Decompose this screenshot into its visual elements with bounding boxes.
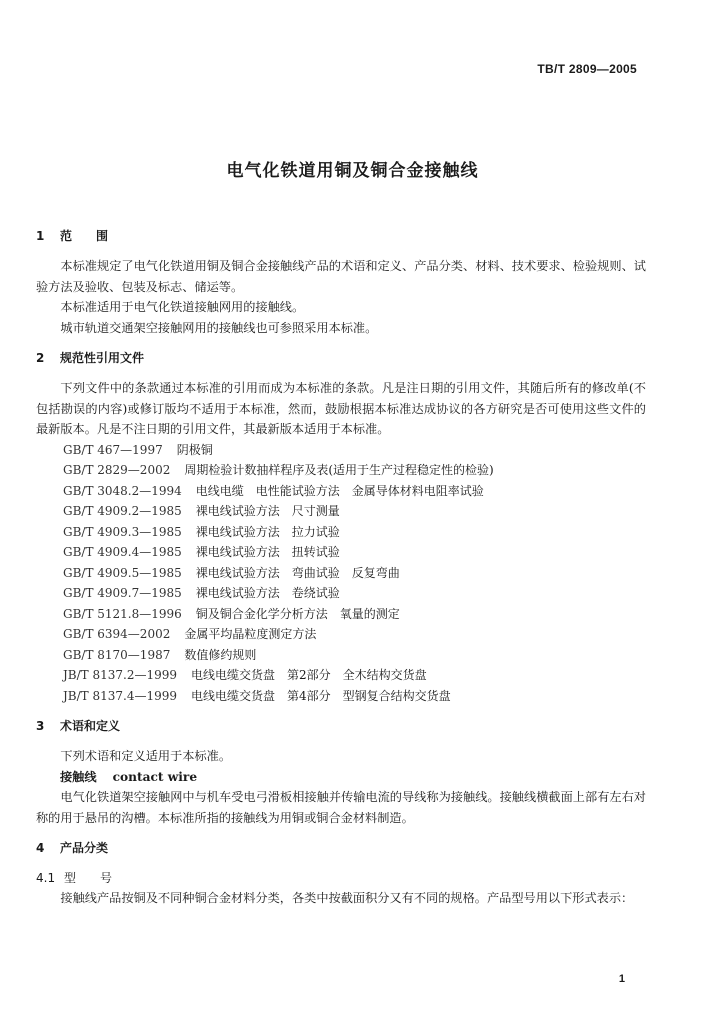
paragraph: 下列术语和定义适用于本标准。 (60, 749, 232, 763)
section-3-heading (36, 716, 646, 736)
paragraph: 本标准适用于电气化铁道接触网用的接触线。 (60, 300, 305, 314)
reference-title: 裸电线试验方法 卷绕试验 (195, 586, 340, 600)
section-title: 范 围 (60, 229, 109, 243)
reference-item (36, 563, 646, 584)
paragraph: 下列文件中的条款通过本标准的引用而成为本标准的条款。凡是注日期的引用文件，其随后所有的修改单(不包括勘误的内容)或修订版均不适用于本标准，然而，鼓励根据本标准达成协议的各方研究是否可使用这些文件的最新版本。凡是不注日期的引用文件，其最新版本适用于本标准。 (36, 381, 646, 436)
reference-title: 金属平均晶粒度测定方法 (184, 627, 317, 641)
reference-code: GB/T 3048.2—1994 (63, 483, 182, 498)
reference-title: 电线电缆交货盘 第4部分 型钢复合结构交货盘 (191, 688, 451, 703)
term-entry (36, 767, 646, 788)
reference-code: GB/T 8170—1987 (63, 647, 171, 662)
reference-code: GB/T 2829—2002 (63, 463, 171, 477)
section-number: 4 (36, 841, 45, 855)
section-2-heading (36, 348, 646, 368)
standard-code: TB/T 2809—2005 (537, 62, 637, 76)
reference-item (36, 645, 646, 666)
subsection-4-1-heading (36, 868, 646, 888)
reference-item (36, 604, 646, 625)
reference-item (36, 686, 646, 707)
reference-code: GB/T 4909.4—1985 (63, 545, 182, 559)
document-body (36, 226, 646, 909)
reference-code: GB/T 4909.7—1985 (63, 586, 182, 600)
reference-code: GB/T 6394—2002 (63, 627, 171, 641)
reference-item (36, 522, 646, 543)
section-number: 3 (36, 719, 45, 733)
reference-title: 数值修约规则 (184, 647, 257, 662)
reference-item (36, 440, 646, 461)
reference-title: 电线电缆 电性能试验方法 金属导体材料电阻率试验 (195, 483, 484, 498)
reference-title: 阴极铜 (176, 442, 213, 457)
reference-item (36, 624, 646, 645)
section-number: 2 (36, 351, 45, 365)
reference-item (36, 501, 646, 522)
document-title: 电气化铁道用铜及铜合金接触线 (226, 161, 479, 181)
reference-item (36, 460, 646, 481)
reference-list (36, 440, 646, 707)
section-1-heading (36, 226, 646, 246)
subsection-number: 4.1 (36, 871, 56, 885)
subsection-title: 型 号 (64, 871, 113, 885)
term-chinese: 接触线 (60, 769, 97, 784)
reference-title: 铜及铜合金化学分析方法 氧量的测定 (195, 606, 400, 621)
reference-item (36, 481, 646, 502)
reference-code: GB/T 4909.3—1985 (63, 524, 182, 539)
section-number: 1 (36, 229, 45, 243)
page-number: 1 (618, 973, 625, 985)
reference-code: JB/T 8137.2—1999 (63, 668, 178, 682)
reference-title: 裸电线试验方法 尺寸测量 (195, 504, 340, 518)
reference-title: 电线电缆交货盘 第2部分 全木结构交货盘 (191, 668, 427, 682)
reference-title: 裸电线试验方法 扭转试验 (195, 545, 340, 559)
term-definition: 电气化铁道架空接触网中与机车受电弓滑板相接触并传输电流的导线称为接触线。接触线横截面上部有左右对称的用于悬吊的沟槽。本标准所指的接触线为用铜或铜合金材料制造。 (36, 790, 646, 825)
reference-item (36, 583, 646, 604)
reference-title: 裸电线试验方法 弯曲试验 反复弯曲 (195, 565, 400, 580)
paragraph: 本标准规定了电气化铁道用铜及铜合金接触线产品的术语和定义、产品分类、材料、技术要求、检验规则、试验方法及验收、包装及标志、储运等。 (36, 259, 646, 294)
section-title: 产品分类 (60, 841, 109, 855)
reference-code: GB/T 4909.5—1985 (63, 565, 182, 580)
reference-item (36, 665, 646, 686)
reference-item (36, 542, 646, 563)
section-4-heading (36, 838, 646, 858)
section-title: 术语和定义 (60, 719, 121, 733)
reference-title: 裸电线试验方法 拉力试验 (195, 524, 340, 539)
paragraph: 城市轨道交通架空接触网用的接触线也可参照采用本标准。 (60, 320, 378, 335)
term-english: contact wire (112, 769, 198, 784)
reference-code: GB/T 4909.2—1985 (63, 504, 182, 518)
reference-code: JB/T 8137.4—1999 (63, 688, 178, 703)
reference-code: GB/T 467—1997 (63, 442, 163, 457)
reference-code: GB/T 5121.8—1996 (63, 606, 182, 621)
paragraph: 接触线产品按铜及不同种铜合金材料分类，各类中按截面积分又有不同的规格。产品型号用以下形式表示： (60, 891, 634, 905)
reference-title: 周期检验计数抽样程序及表(适用于生产过程稳定性的检验) (184, 463, 494, 477)
section-title: 规范性引用文件 (60, 351, 145, 365)
